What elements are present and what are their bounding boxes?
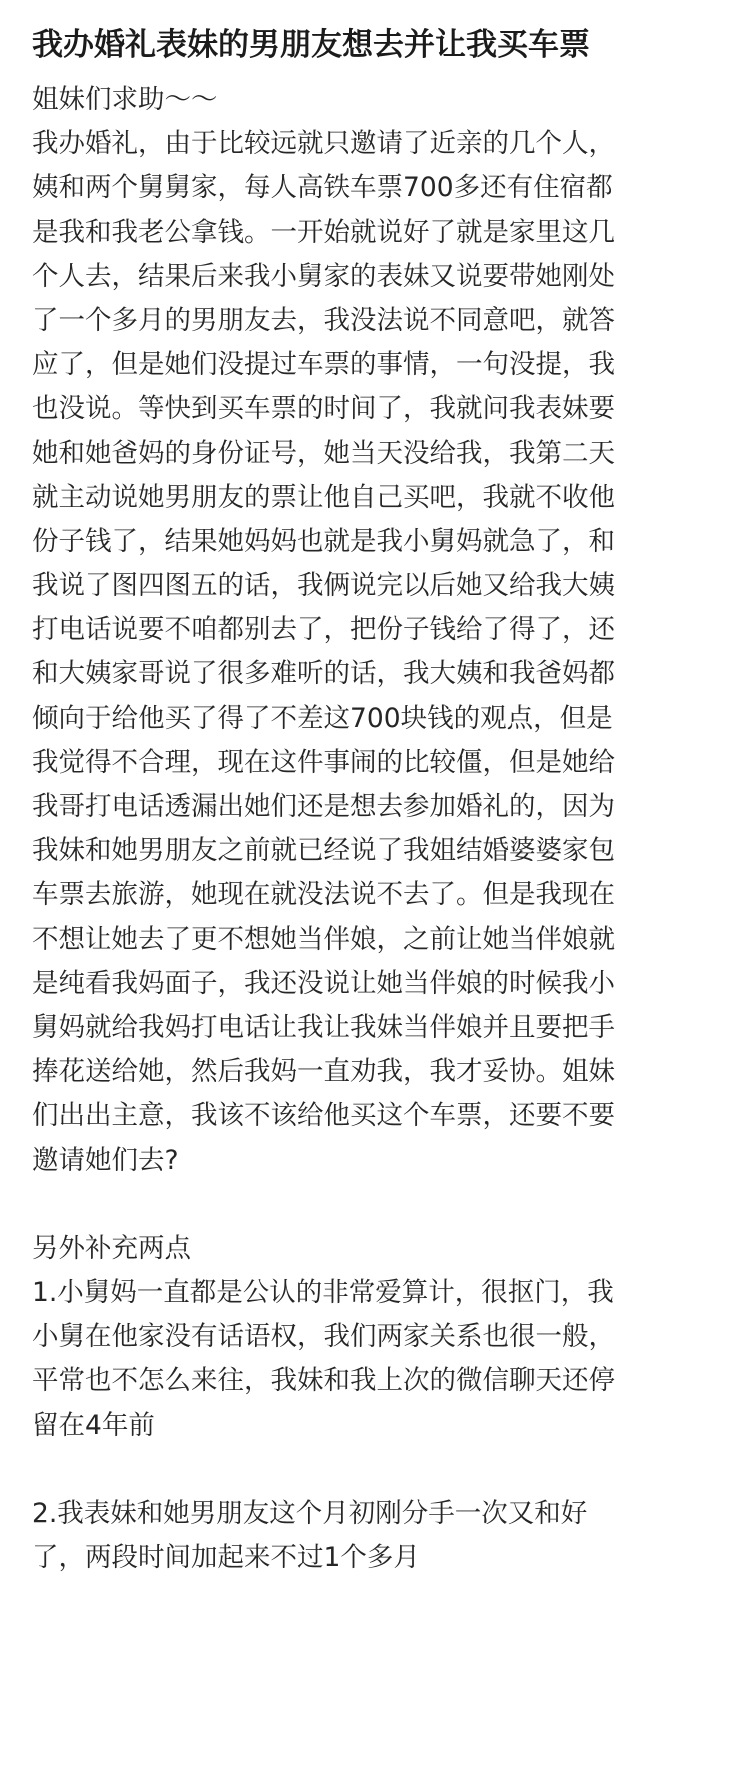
post-line: 我妹和她男朋友之前就已经说了我姐结婚婆婆家包	[32, 835, 615, 867]
post-line: 就主动说她男朋友的票让他自己买吧，我就不收他	[32, 481, 615, 513]
post-line: 车票去旅游，她现在就没法说不去了。但是我现在	[32, 879, 615, 911]
post-line: 姨和两个舅舅家，每人高铁车票700多还有住宿都	[32, 172, 613, 204]
post-line: 了一个多月的男朋友去，我没法说不同意吧，就答	[32, 304, 615, 336]
post-line: 是我和我老公拿钱。一开始就说好了就是家里这几	[32, 216, 615, 248]
post-line: 我办婚礼，由于比较远就只邀请了近亲的几个人，	[32, 128, 615, 160]
post-line: 不想让她去了更不想她当伴娘，之前让她当伴娘就	[32, 923, 615, 955]
supplement-heading: 另外补充两点	[32, 1232, 191, 1264]
post-line: 是纯看我妈面子，我还没说让她当伴娘的时候我小	[32, 967, 615, 999]
paragraph-gap	[32, 1448, 722, 1492]
post-line: 我说了图四图五的话，我俩说完以后她又给我大姨	[32, 570, 615, 602]
post-title: 我办婚礼表妹的男朋友想去并让我买车票	[32, 27, 590, 63]
post-line: 她和她爸妈的身份证号，她当天没给我，我第二天	[32, 437, 615, 469]
post-line: 捧花送给她，然后我妈一直劝我，我才妥协。姐妹	[32, 1056, 615, 1088]
post-body	[32, 78, 722, 1580]
post-line: 平常也不怎么来往，我妹和我上次的微信聊天还停	[32, 1365, 615, 1397]
post-line: 份子钱了，结果她妈妈也就是我小舅妈就急了，和	[32, 525, 615, 557]
post-line: 小舅在他家没有话语权，我们两家关系也很一般，	[32, 1321, 615, 1353]
post-line: 倾向于给他买了得了不差这700块钱的观点，但是	[32, 702, 613, 734]
paragraph-gap	[32, 1183, 722, 1227]
post-line: 个人去，结果后来我小舅家的表妹又说要带她刚处	[32, 260, 615, 292]
post-line: 留在4年前	[32, 1409, 155, 1441]
post-line: 应了，但是她们没提过车票的事情，一句没提，我	[32, 349, 615, 381]
post-line: 1.小舅妈一直都是公认的非常爱算计，很抠门，我	[32, 1277, 614, 1309]
post-line: 邀请她们去?	[32, 1144, 179, 1176]
post-line: 舅妈就给我妈打电话让我让我妹当伴娘并且要把手	[32, 1011, 615, 1043]
post-line: 姐妹们求助～～	[32, 84, 218, 115]
post-line: 和大姨家哥说了很多难听的话，我大姨和我爸妈都	[32, 658, 615, 690]
post-line: 了，两段时间加起来不过1个多月	[32, 1542, 420, 1574]
post-line: 我哥打电话透漏出她们还是想去参加婚礼的，因为	[32, 791, 615, 822]
post-line: 也没说。等快到买车票的时间了，我就问我表妹要	[32, 393, 615, 425]
post-line: 们出出主意，我该不该给他买这个车票，还要不要	[32, 1100, 615, 1132]
post-line: 我觉得不合理，现在这件事闹的比较僵，但是她给	[32, 746, 615, 778]
post-line: 2.我表妹和她男朋友这个月初刚分手一次又和好	[32, 1498, 588, 1529]
post-line: 打电话说要不咱都别去了，把份子钱给了得了，还	[32, 614, 615, 646]
